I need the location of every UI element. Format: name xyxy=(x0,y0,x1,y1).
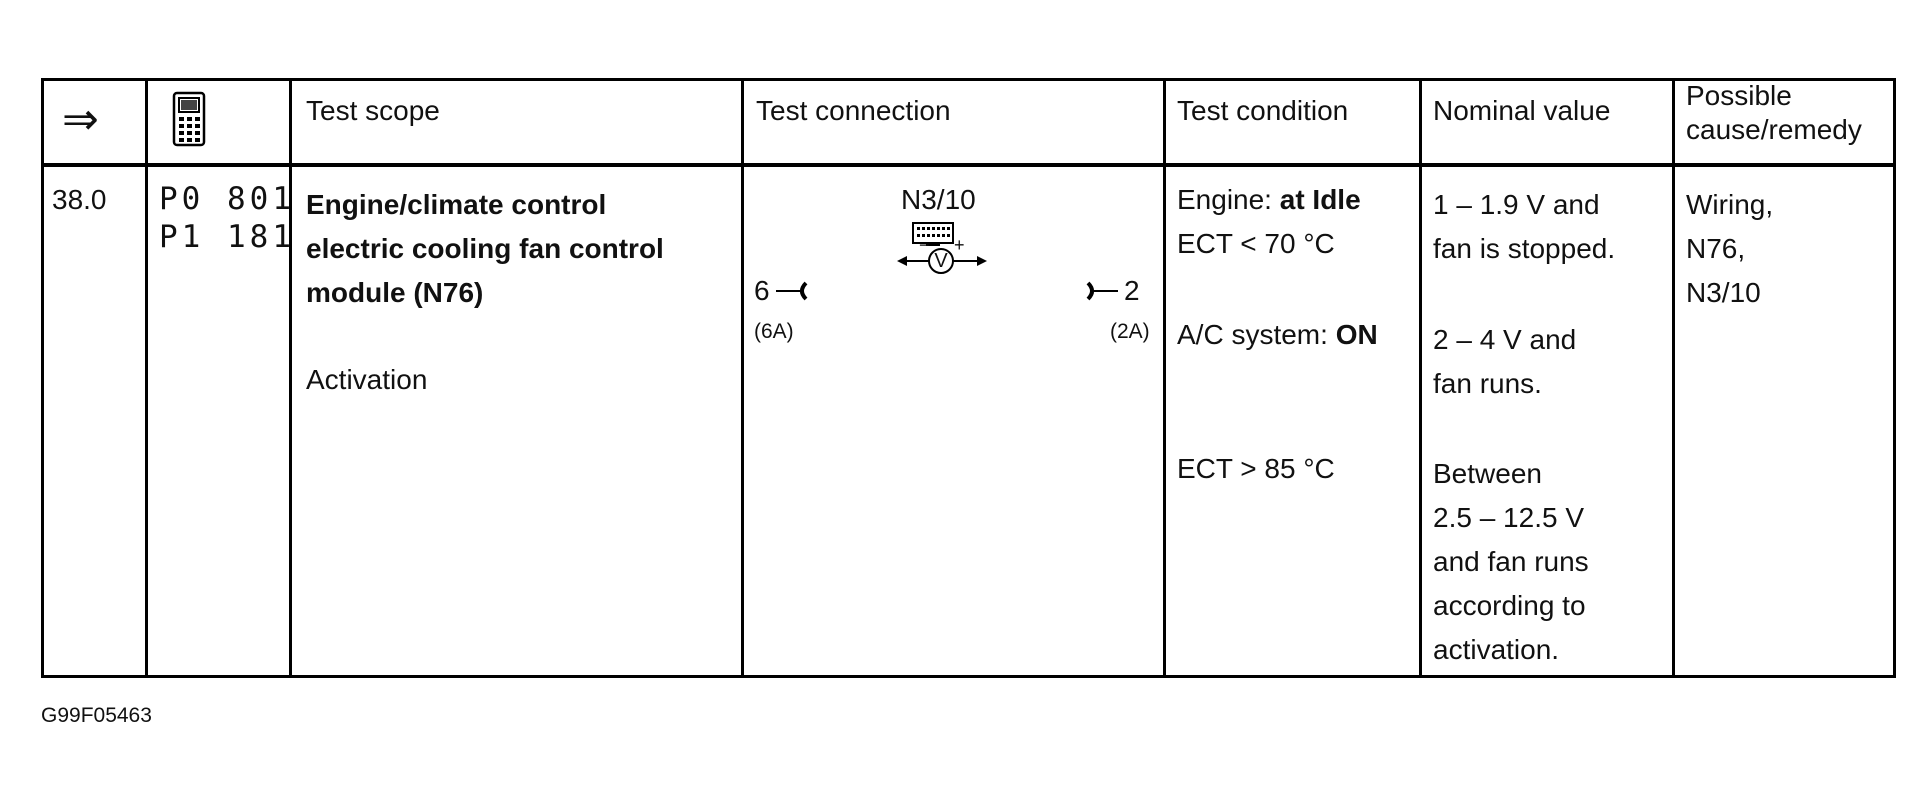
fault-code-1: P0 801 xyxy=(159,181,295,217)
nominal-value-2 xyxy=(1433,318,1576,406)
condition-engine xyxy=(1177,183,1361,217)
scope-title xyxy=(306,183,664,315)
nominal-value-3 xyxy=(1433,452,1589,672)
column-divider xyxy=(289,81,292,675)
nominal-value-1 xyxy=(1433,183,1615,271)
header-test-connection: Test connection xyxy=(756,95,951,126)
nominal-value-3-line1: Between xyxy=(1433,458,1542,489)
remedy-line3: N3/10 xyxy=(1686,277,1761,308)
condition-ac-prefix: A/C system: xyxy=(1177,319,1336,350)
column-divider xyxy=(741,81,744,675)
condition-ac-value: ON xyxy=(1335,319,1378,350)
scope-title-line1: Engine/climate control xyxy=(306,189,607,220)
column-divider xyxy=(1163,81,1166,675)
right-probe-icon xyxy=(1084,279,1122,308)
condition-engine-prefix: Engine: xyxy=(1177,184,1280,215)
header-test-scope: Test scope xyxy=(306,95,440,126)
voltmeter-minus: − xyxy=(919,235,930,255)
left-pin-number: 6 xyxy=(754,275,770,306)
arrow-icon: ⇒ xyxy=(62,95,99,144)
nominal-value-3-line4: according to xyxy=(1433,590,1586,621)
column-divider xyxy=(1419,81,1422,675)
scope-title-line3: module (N76) xyxy=(306,277,484,308)
scope-subtitle: Activation xyxy=(306,364,428,395)
condition-ect-low: ECT < 70 °C xyxy=(1177,228,1335,259)
component-label: N3/10 xyxy=(901,184,976,215)
header-possible-cause-line2: cause/remedy xyxy=(1686,114,1862,145)
nominal-value-2-line2: fan runs. xyxy=(1433,368,1542,399)
nominal-value-3-line2: 2.5 – 12.5 V xyxy=(1433,502,1585,533)
scope-title-line2: electric cooling fan control xyxy=(306,233,664,264)
header-nominal-value: Nominal value xyxy=(1433,95,1611,126)
header-test-condition: Test condition xyxy=(1177,95,1349,126)
figure-code: G99F05463 xyxy=(41,704,152,727)
remedy-line2: N76, xyxy=(1686,233,1746,264)
hand-held-tester-icon xyxy=(172,91,206,152)
step-number: 38.0 xyxy=(52,184,107,215)
nominal-value-1-line2: fan is stopped. xyxy=(1433,233,1616,264)
remedy-line1: Wiring, xyxy=(1686,189,1774,220)
nominal-value-3-line5: activation. xyxy=(1433,634,1560,665)
condition-ac-system xyxy=(1177,318,1378,352)
test-table xyxy=(41,78,1896,678)
left-probe-icon xyxy=(772,279,810,308)
header-possible-cause xyxy=(1686,79,1862,147)
voltmeter-icon xyxy=(895,241,1005,286)
header-divider xyxy=(44,163,1893,167)
column-divider xyxy=(1672,81,1675,675)
nominal-value-2-line1: 2 – 4 V and xyxy=(1433,324,1577,355)
right-pin-sub: (2A) xyxy=(1110,320,1150,343)
header-possible-cause-line1: Possible xyxy=(1686,80,1792,111)
nominal-value-1-line1: 1 – 1.9 V and xyxy=(1433,189,1600,220)
left-pin-sub: (6A) xyxy=(754,320,794,343)
column-divider xyxy=(145,81,148,675)
condition-engine-value: at Idle xyxy=(1279,184,1361,215)
fault-code-2: P1 181 xyxy=(159,219,295,255)
right-pin-number: 2 xyxy=(1124,275,1140,306)
remedy-list xyxy=(1686,183,1773,315)
voltmeter-symbol: V xyxy=(934,250,948,272)
nominal-value-3-line3: and fan runs xyxy=(1433,546,1589,577)
condition-ect-high: ECT > 85 °C xyxy=(1177,453,1335,484)
voltmeter-plus: + xyxy=(954,235,965,255)
